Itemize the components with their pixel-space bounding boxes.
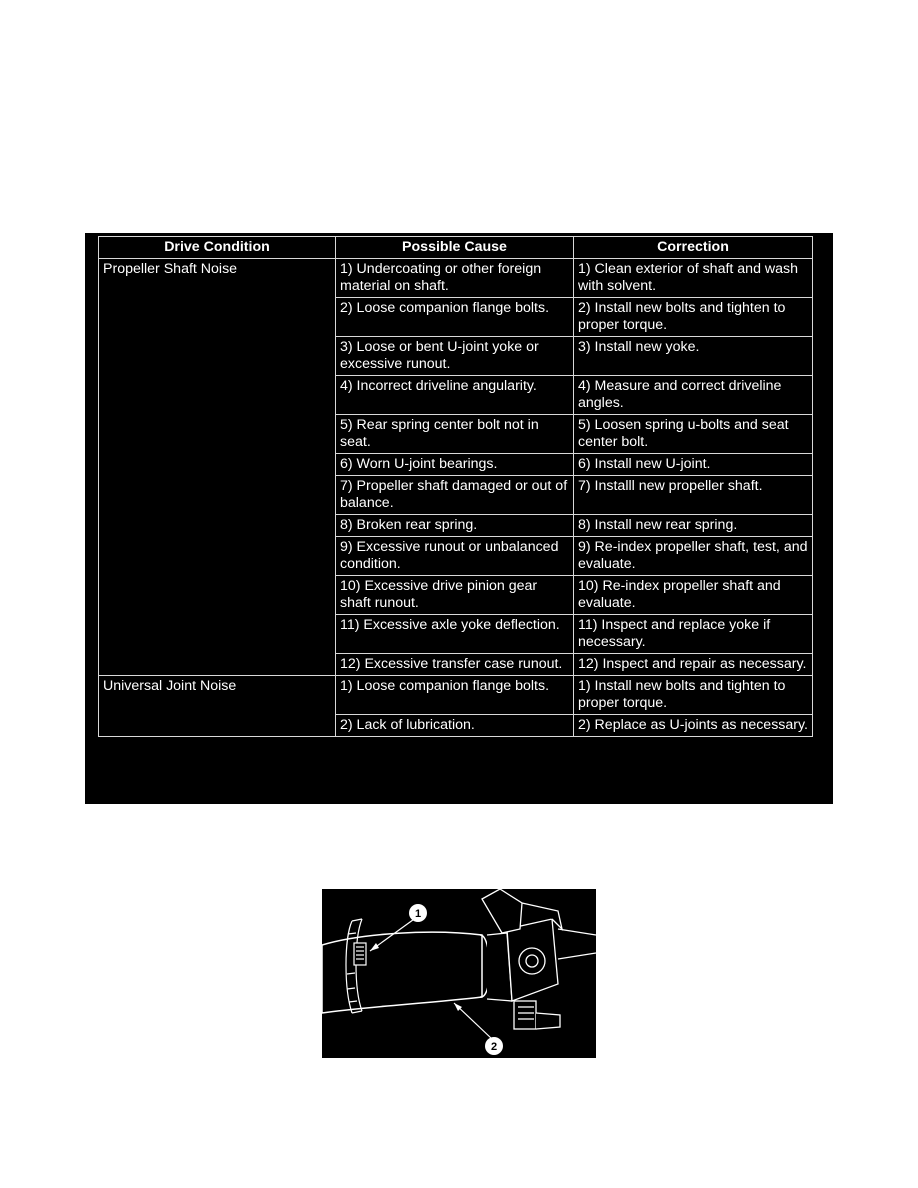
correction-cell: 11) Inspect and replace yoke if necessary. [574,615,813,654]
callout-2 [454,1003,503,1055]
diagnosis-table-panel [85,233,833,804]
diagnosis-table [98,236,813,737]
correction-cell: 3) Install new yoke. [574,337,813,376]
header-possible-cause: Possible Cause [336,237,574,259]
correction-cell: 9) Re-index propeller shaft, test, and evaluate. [574,537,813,576]
correction-cell: 1) Install new bolts and tighten to proper torque. [574,676,813,715]
correction-cell: 6) Install new U-joint. [574,454,813,476]
propeller-shaft-drawing [322,889,596,1058]
table-row [99,259,813,298]
callout-2-label: 2 [490,1041,498,1053]
correction-cell: 7) Installl new propeller shaft. [574,476,813,515]
possible-cause-cell: 9) Excessive runout or unbalanced condition. [336,537,574,576]
correction-cell: 4) Measure and correct driveline angles. [574,376,813,415]
table-body [99,259,813,737]
possible-cause-cell: 12) Excessive transfer case runout. [336,654,574,676]
correction-cell: 8) Install new rear spring. [574,515,813,537]
header-drive-condition: Drive Condition [99,237,336,259]
drive-condition-cell: Propeller Shaft Noise [99,259,336,676]
correction-cell: 12) Inspect and repair as necessary. [574,654,813,676]
possible-cause-cell: 3) Loose or bent U-joint yoke or excessive runout. [336,337,574,376]
possible-cause-cell: 11) Excessive axle yoke deflection. [336,615,574,654]
possible-cause-cell: 1) Undercoating or other foreign material on shaft. [336,259,574,298]
correction-cell: 2) Replace as U-joints as necessary. [574,715,813,737]
correction-cell: 5) Loosen spring u-bolts and seat center bolt. [574,415,813,454]
correction-cell: 1) Clean exterior of shaft and wash with solvent. [574,259,813,298]
possible-cause-cell: 8) Broken rear spring. [336,515,574,537]
possible-cause-cell: 7) Propeller shaft damaged or out of balance. [336,476,574,515]
callout-1-label: 1 [414,908,422,920]
correction-cell: 10) Re-index propeller shaft and evaluate. [574,576,813,615]
possible-cause-cell: 4) Incorrect driveline angularity. [336,376,574,415]
header-correction: Correction [574,237,813,259]
propeller-shaft-illustration [322,889,596,1058]
possible-cause-cell: 1) Loose companion flange bolts. [336,676,574,715]
possible-cause-cell: 2) Loose companion flange bolts. [336,298,574,337]
possible-cause-cell: 10) Excessive drive pinion gear shaft runout. [336,576,574,615]
drive-condition-cell: Universal Joint Noise [99,676,336,737]
possible-cause-cell: 2) Lack of lubrication. [336,715,574,737]
table-row [99,676,813,715]
table-header-row [99,237,813,259]
possible-cause-cell: 5) Rear spring center bolt not in seat. [336,415,574,454]
correction-cell: 2) Install new bolts and tighten to proper torque. [574,298,813,337]
possible-cause-cell: 6) Worn U-joint bearings. [336,454,574,476]
